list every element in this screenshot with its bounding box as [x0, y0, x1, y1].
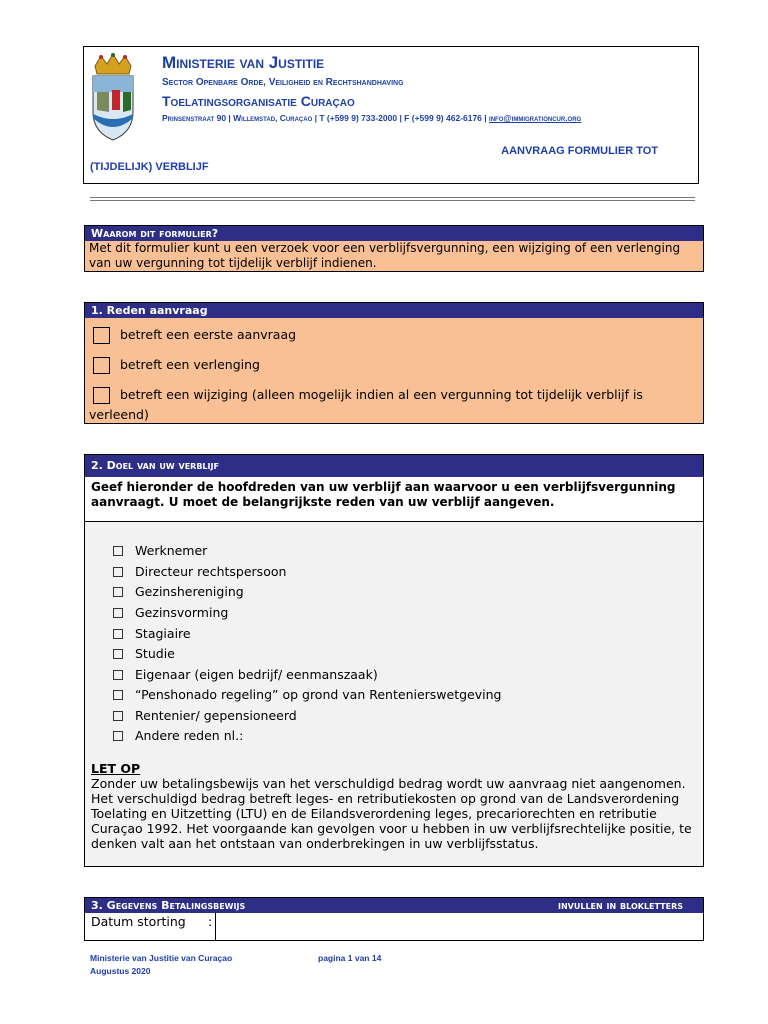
purpose-option-label: Andere reden nl.: — [135, 728, 244, 743]
reason-option-change-cont: verleend) — [89, 407, 149, 422]
reason-option-label: betreft een verlenging — [120, 357, 260, 372]
purpose-option[interactable] — [113, 605, 228, 620]
ministry-name: Ministerie van Justitie — [162, 53, 325, 72]
purpose-option[interactable] — [113, 728, 243, 743]
field-colon: : — [208, 914, 213, 929]
purpose-option[interactable] — [113, 626, 191, 641]
payment-row — [85, 913, 703, 940]
checkbox[interactable] — [113, 649, 123, 659]
field-label-deposit-date: Datum storting — [91, 914, 186, 929]
purpose-option-label: Studie — [135, 646, 175, 661]
purpose-option[interactable] — [113, 687, 501, 702]
reason-option-extension[interactable] — [93, 357, 260, 374]
reason-heading: 1. Reden aanvraag — [85, 303, 703, 318]
note-text: Zonder uw betalingsbewijs van het verschuldigd bedrag wordt uw aanvraag niet aangenomen. Het verschuldigd bedrag betreft leges- en retributiekosten op grond van de Landsverordening Toelating en Uitzetting (LTU) en de Eilandsverordening leges, precariorechten en retributie Curaçao 1992. Het voorgaande kan gevolgen voor u hebben in uw verblijfsrechtelijke positie, te denken valt aan het ontstaan van onderbrekingen in uw verblijfsstatus. — [91, 776, 692, 851]
footer-page-number: pagina 1 van 14 — [318, 953, 382, 963]
reason-section — [84, 302, 704, 424]
contact-line — [162, 113, 581, 123]
checkbox[interactable] — [93, 357, 110, 374]
checkbox[interactable] — [113, 731, 123, 741]
footer-ministry: Ministerie van Justitie van Curaçao — [90, 953, 233, 963]
footer-date: Augustus 2020 — [90, 966, 151, 976]
checkbox[interactable] — [113, 711, 123, 721]
checkbox[interactable] — [113, 690, 123, 700]
payment-heading-title: 3. Gegevens Betalingsbewijs — [91, 899, 246, 912]
checkbox[interactable] — [113, 587, 123, 597]
divider-line — [90, 200, 695, 201]
reason-option-change[interactable] — [93, 387, 643, 404]
purpose-option-label: Rentenier/ gepensioneerd — [135, 708, 297, 723]
checkbox[interactable] — [113, 567, 123, 577]
checkbox[interactable] — [113, 546, 123, 556]
sector-name: Sector Openbare Orde, Veiligheid en Rechtshandhaving — [162, 77, 404, 88]
letterhead — [83, 46, 699, 184]
checkbox[interactable] — [93, 387, 110, 404]
purpose-option[interactable] — [113, 667, 378, 682]
checkbox[interactable] — [113, 670, 123, 680]
purpose-instruction: Geef hieronder de hoofdreden van uw verblijf aan waarvoor u een verblijfsvergunning aanvraagt. U moet de belangrijkste reden van uw verblijf aangeven. — [85, 477, 703, 522]
purpose-section — [84, 454, 704, 867]
payment-heading — [85, 898, 703, 913]
purpose-option[interactable] — [113, 564, 286, 579]
purpose-option-label: “Penshonado regeling” op grond van Rentenierswetgeving — [135, 687, 502, 702]
checkbox[interactable] — [113, 608, 123, 618]
purpose-option-label: Directeur rechtspersoon — [135, 564, 287, 579]
payment-heading-note: invullen in blokletters — [557, 899, 683, 912]
purpose-option-label: Stagiaire — [135, 626, 191, 641]
purpose-option-label: Eigenaar (eigen bedrijf/ eenmanszaak) — [135, 667, 378, 682]
form-title-line1: AANVRAAG FORMULIER TOT — [501, 145, 658, 157]
why-text: Met dit formulier kunt u een verzoek voor een verblijfsvergunning, een wijziging of een verlenging van uw vergunning tot tijdelijk verblijf indienen. — [85, 241, 703, 271]
purpose-option[interactable] — [113, 708, 297, 723]
checkbox[interactable] — [93, 327, 110, 344]
purpose-option-label: Gezinshereniging — [135, 584, 244, 599]
deposit-date-input[interactable] — [216, 913, 703, 940]
why-section — [84, 225, 704, 272]
reason-option-label: betreft een eerste aanvraag — [120, 327, 297, 342]
divider-line — [90, 197, 695, 198]
reason-option-label: betreft een wijziging (alleen mogelijk indien al een vergunning tot tijdelijk verblijf is — [120, 387, 643, 402]
form-title-line2: (TIJDELIJK) VERBLIJF — [90, 161, 209, 173]
payment-section — [84, 897, 704, 941]
email-link[interactable]: info@immigrationcur.org — [489, 113, 582, 123]
purpose-option-label: Gezinsvorming — [135, 605, 229, 620]
purpose-option-label: Werknemer — [135, 543, 208, 558]
organisation-name: Toelatingsorganisatie Curaçao — [162, 93, 355, 109]
purpose-option[interactable] — [113, 543, 207, 558]
reason-option-first[interactable] — [93, 327, 296, 344]
note-title: LET OP — [91, 761, 141, 776]
why-heading: Waarom dit formulier? — [85, 226, 703, 241]
purpose-option[interactable] — [113, 584, 244, 599]
checkbox[interactable] — [113, 629, 123, 639]
purpose-option[interactable] — [113, 646, 175, 661]
coat-of-arms-icon — [87, 52, 139, 142]
address-text: Prinsenstraat 90 | Willemstad, Curaçao | T (+599 9) 733-2000 | F (+599 9) 462-6176 | — [162, 113, 487, 123]
purpose-heading: 2. Doel van uw verblijf — [85, 455, 703, 477]
